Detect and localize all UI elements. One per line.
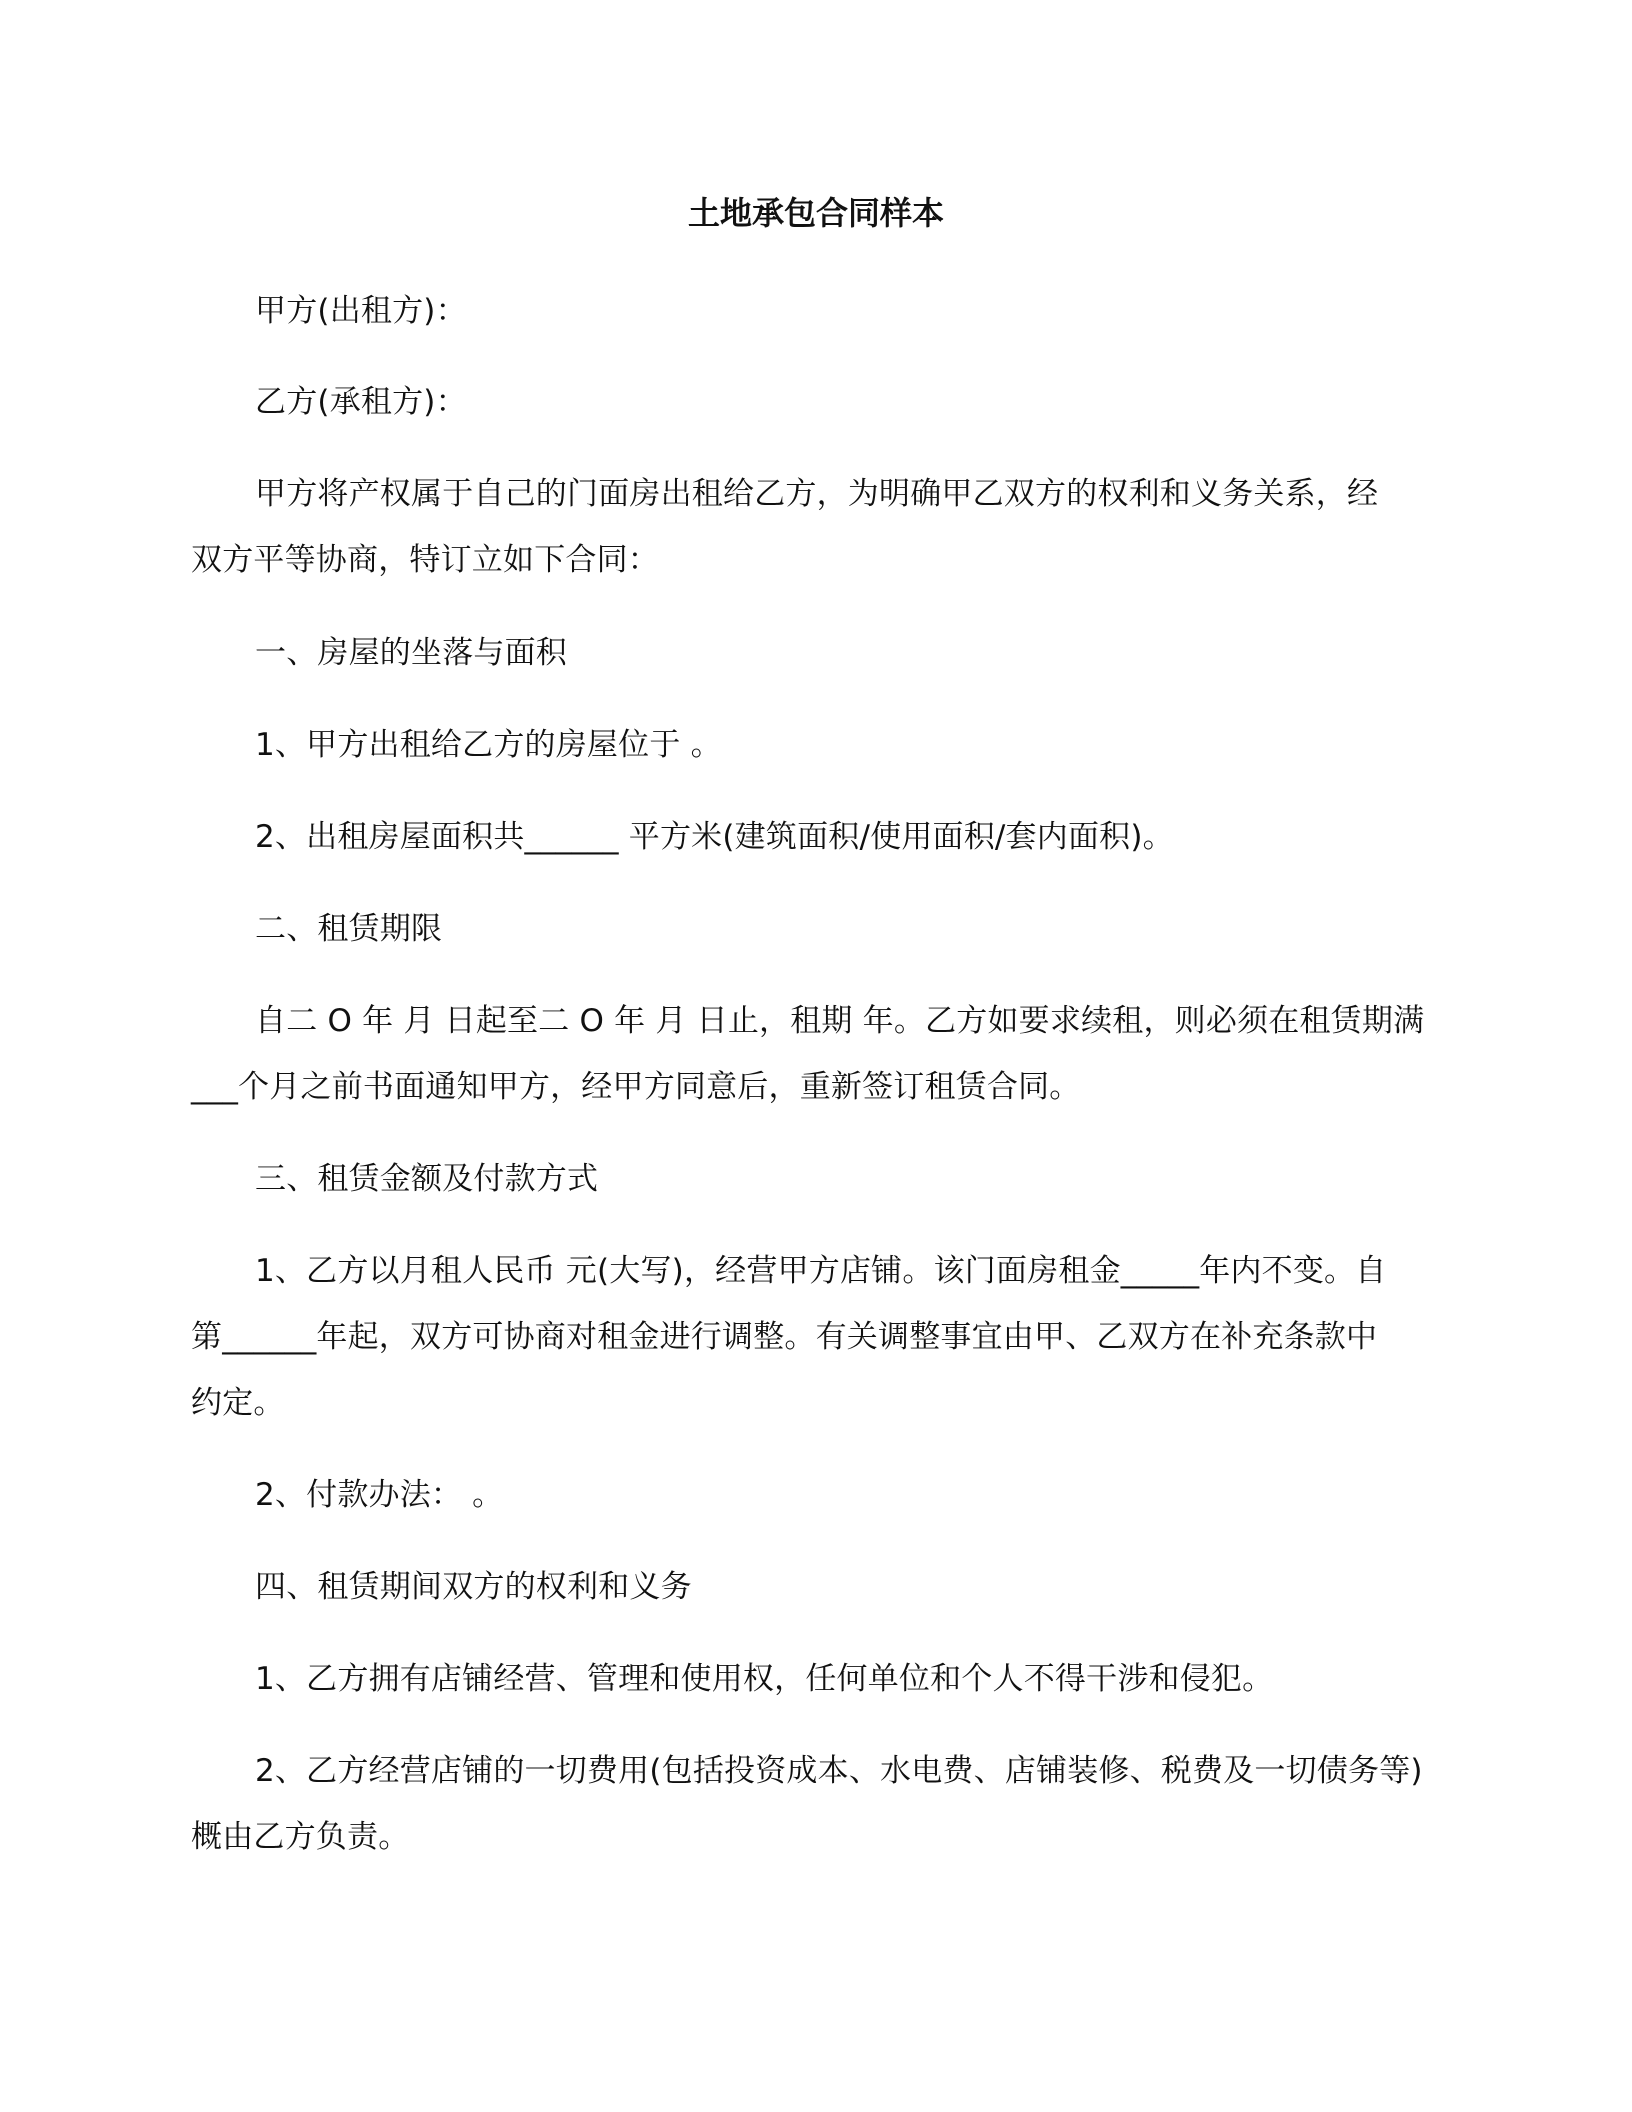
intro-line-2: 双方平等协商，特订立如下合同： [191,542,659,578]
section-4-item-2-line-2: 概由乙方负责。 [191,1819,410,1855]
section-1-item-1: 1、甲方出租给乙方的房屋位于 。 [255,727,722,763]
section-2-body-line-2: ___个月之前书面通知甲方，经甲方同意后，重新签订租赁合同。 [191,1069,1081,1105]
section-4-heading: 四、租赁期间双方的权利和义务 [255,1569,692,1605]
section-2-heading: 二、租赁期限 [255,911,443,947]
section-3-item-1-line-2: 第______年起，双方可协商对租金进行调整。有关调整事宜由甲、乙双方在补充条款中 [191,1319,1378,1355]
section-1-item-2: 2、出租房屋面积共______ 平方米(建筑面积/使用面积/套内面积)。 [255,819,1174,855]
section-4-item-1: 1、乙方拥有店铺经营、管理和使用权，任何单位和个人不得干涉和侵犯。 [255,1661,1274,1697]
section-3-item-1-line-1: 1、乙方以月租人民币 元(大写)，经营甲方店铺。该门面房租金_____年内不变。自 [255,1253,1387,1289]
document-title: 土地承包合同样本 [687,194,944,232]
section-3-item-2: 2、付款办法： 。 [255,1477,504,1513]
section-3-heading: 三、租赁金额及付款方式 [255,1161,599,1197]
section-1-heading: 一、房屋的坐落与面积 [255,635,567,671]
section-3-item-1-line-3: 约定。 [191,1385,285,1421]
section-4-item-2-line-1: 2、乙方经营店铺的一切费用(包括投资成本、水电费、店铺装修、税费及一切债务等) [255,1753,1423,1789]
intro-line-1: 甲方将产权属于自己的门面房出租给乙方，为明确甲乙双方的权利和义务关系，经 [255,476,1379,512]
party-a-line: 甲方(出租方)： [255,293,467,329]
section-2-body-line-1: 自二 O 年 月 日起至二 O 年 月 日止，租期 年。乙方如要求续租，则必须在租赁期满 [255,1003,1425,1039]
party-b-line: 乙方(承租方)： [255,384,467,420]
